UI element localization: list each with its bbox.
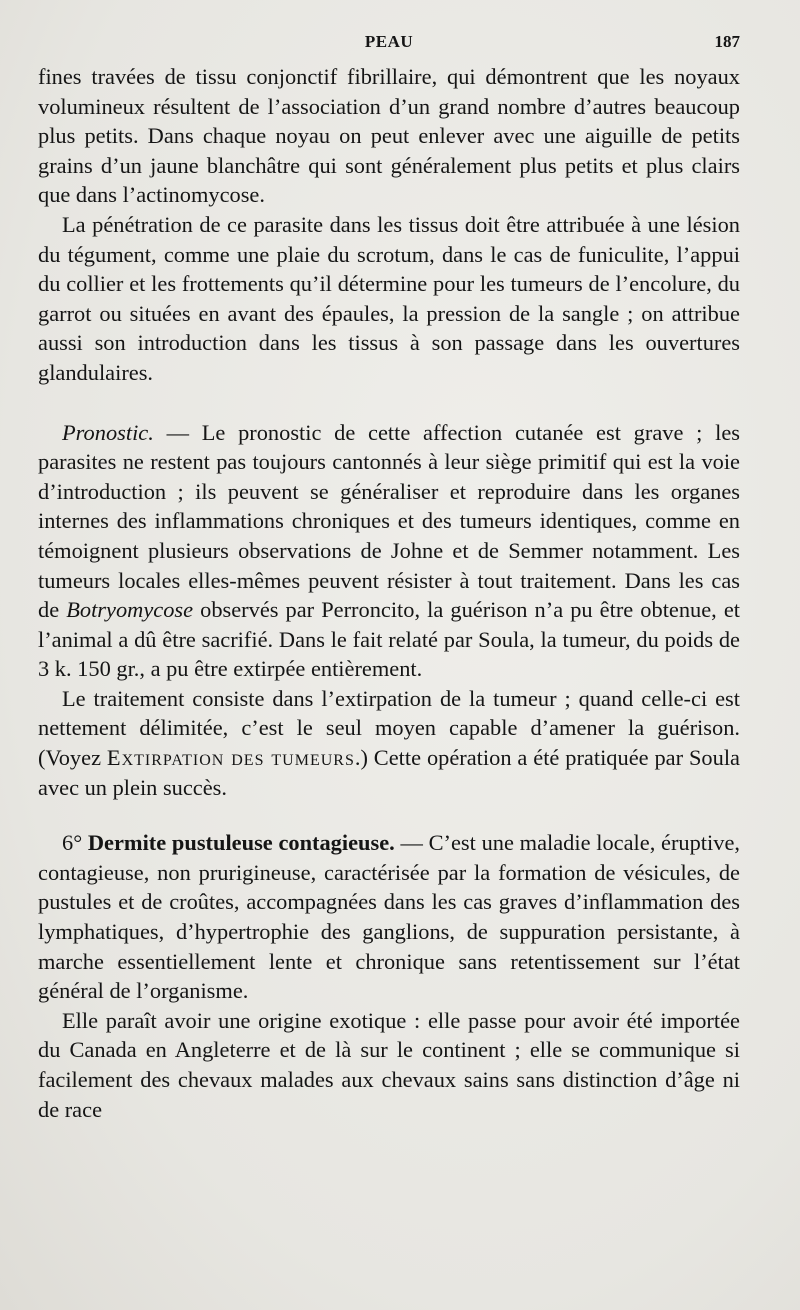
traitement-text-b: .) Cette opération a été pratiquée par Soula avec un plein succès. xyxy=(38,745,740,800)
running-title: PEAU xyxy=(364,32,414,51)
section-gap xyxy=(38,802,740,828)
paragraph-origine: Elle paraît avoir une origine exotique : elle passe pour avoir été importée du Canada en Angleterre et de là sur le continent ; elle se communique si facilement des chevaux malades aux chevaux sains sans distinction d’âge ni de race xyxy=(38,1007,740,1122)
section-gap xyxy=(38,388,740,418)
pronostic-heading: Pronostic. xyxy=(62,419,154,445)
paragraph-traitement xyxy=(38,684,740,802)
section-number: 6° xyxy=(62,830,83,856)
running-header xyxy=(38,0,740,62)
pronostic-text-a: — Le pronostic de cette affection cutanée est grave ; les parasites ne restent pas toujours cantonnés à leur siège primitif qui est la voie d’introduction ; ils peuvent se généraliser et reproduire dans les organes internes des inflammations chroniques et des tumeurs identiques, comme en témoignent plusieurs observations de Johne et de Semmer notamment. Les tumeurs locales elles-mêmes peuvent résister à tout traitement. Dans les cas de xyxy=(38,419,740,623)
paragraph-pronostic xyxy=(38,418,740,684)
page-number: 187 xyxy=(714,32,740,51)
pronostic-text-b: observés par Perroncito, la guérison n’a pu être obtenue, et l’animal a dû être sacrifié. Dans le fait relaté par Soula, la tumeur, du poids de 3 k. 150 gr., a pu être extirpée entièrement. xyxy=(38,597,741,682)
page-body xyxy=(38,62,740,1124)
dermite-heading: Dermite pustuleuse contagieuse. xyxy=(82,830,395,856)
paragraph-penetration: La pénétration de ce parasite dans les tissus doit être attribuée à une lésion du tégument, comme une plaie du scrotum, dans le cas de funiculite, l’appui du collier et les frottements qu’il détermine pour les tumeurs de l’encolure, du garrot ou situées en avant des épaules, la pression de la sangle ; on attribue aussi son introduction dans les tissus à son passage dans les ouvertures glandulaires. xyxy=(38,211,740,385)
paragraph-dermite xyxy=(38,828,740,1006)
dermite-text: — C’est une maladie locale, éruptive, contagieuse, non prurigineuse, caractérisée par la formation de vésicules, de pustules et de croûtes, accompagnées dans les cas graves d’inflammation des lymphatiques, d’hypertrophie des ganglions, de suppuration persistante, à marche essentiellement lente et chronique sans retentissement sur l’état général de l’organisme. xyxy=(38,830,740,1004)
traitement-text-a: Le traitement consiste dans l’extirpation de la tumeur ; quand celle-ci est nettement délimitée, c’est le seul moyen capable d’amener la guérison. (Voyez xyxy=(38,685,740,771)
cross-reference: Extirpation des tumeurs xyxy=(106,745,355,771)
botryomycose-term: Botryomycose xyxy=(66,597,194,623)
paragraph-continuation: fines travées de tissu conjonctif fibrillaire, qui démontrent que les noyaux volumineux résultent de l’association d’un grand nombre d’autres beaucoup plus petits. Dans chaque noyau on peut enlever avec une aiguille de petits grains d’un jaune blanchâtre qui sont généralement plus petits et plus clairs que dans l’actinomycose. xyxy=(38,64,740,208)
